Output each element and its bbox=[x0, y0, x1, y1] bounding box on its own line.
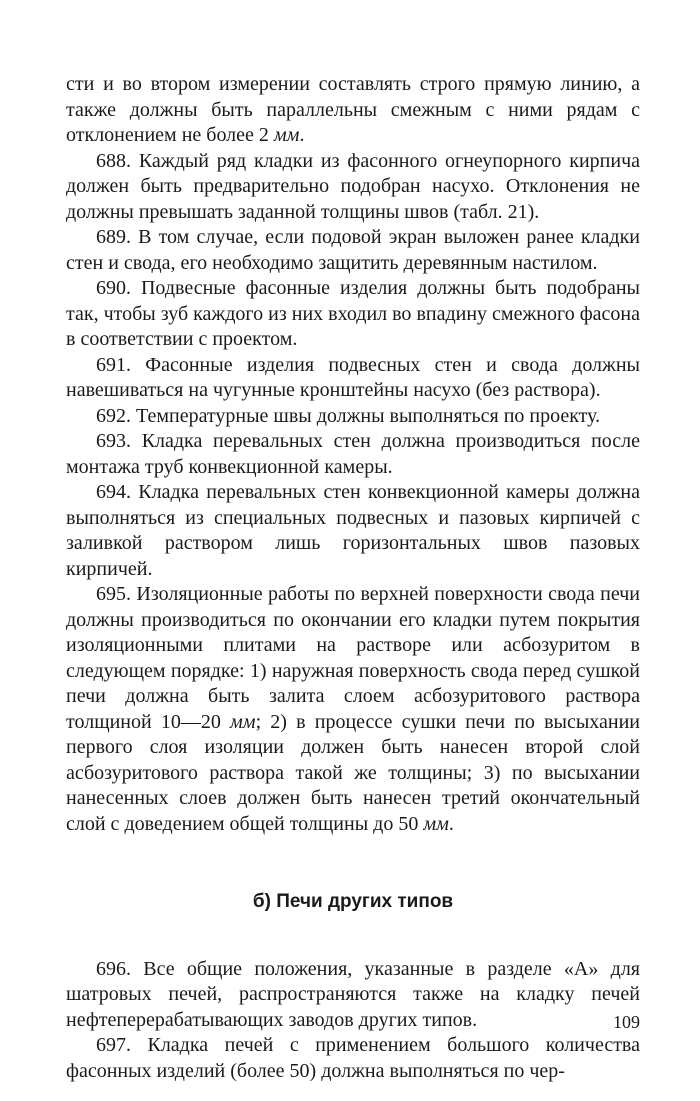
paragraph-696: 696. Все общие положения, указанные в разделе «А» для шатровых печей, распространяются также на кладку печей нефтеперерабатывающих заводов других типов. bbox=[66, 957, 640, 1031]
section-heading: б) Печи других типов bbox=[252, 891, 454, 912]
page-number: 109 bbox=[613, 1012, 640, 1032]
paragraph-693: 693. Кладка перевальных стен должна производиться после монтажа труб конвекционной камеры. bbox=[66, 430, 640, 478]
text-run: сти и во втором измерении составлять строго прямую линию, а также должны быть параллельны смежным с ними рядам с отклонением не более 2 bbox=[66, 73, 640, 146]
paragraph-695 bbox=[66, 582, 640, 837]
text-run: ; 2) в процессе сушки печи по высыхании первого слоя изоляции должен быть нанесен второй слой асбозуритового раствора такой же толщины; 3) по высыхании нанесенных слоев должен быть нанесен третий окончательный слой с доведением общей толщины до 50 bbox=[66, 710, 640, 835]
text-run: . bbox=[299, 124, 305, 146]
text-run: 695. Изоляционные работы по верхней поверхности свода печи должны производиться по окончании его кладки путем покрытия изоляционными плитами на растворе или асбозуритом в следующем порядке: 1) наружная поверхность свода перед сушкой печи должна быть залита слоем асбозуритового раствора толщиной 10—20 bbox=[66, 583, 640, 733]
unit-mm: мм bbox=[423, 812, 449, 835]
paragraph-694: 694. Кладка перевальных стен конвекционной камеры должна выполняться из специальных подвесных и пазовых кирпичей с заливкой раствором лишь горизонтальных швов пазовых кирпичей. bbox=[66, 481, 640, 580]
paragraph-689: 689. В том случае, если подовой экран выложен ранее кладки стен и свода, его необходимо защитить деревянным настилом. bbox=[66, 226, 640, 274]
paragraph-690: 690. Подвесные фасонные изделия должны быть подобраны так, чтобы зуб каждого из них входил во впадину смежного фасона в соответствии с проектом. bbox=[66, 277, 640, 350]
text-run: . bbox=[448, 812, 454, 835]
paragraph-692: 692. Температурные швы должны выполняться по проекту. bbox=[96, 404, 601, 427]
paragraph-691: 691. Фасонные изделия подвесных стен и свода должны навешиваться на чугунные кронштейны насухо (без раствора). bbox=[66, 353, 640, 401]
paragraph-continuation bbox=[66, 72, 640, 149]
unit-mm: мм bbox=[230, 710, 256, 733]
paragraph-697: 697. Кладка печей с применением большого количества фасонных изделий (более 50) должна выполняться по чер- bbox=[66, 1034, 640, 1082]
page-body bbox=[66, 72, 640, 1084]
unit-mm: мм bbox=[273, 124, 300, 146]
paragraph-688: 688. Каждый ряд кладки из фасонного огнеупорного кирпича должен быть предварительно подобран насухо. Отклонения не должны превышать заданной толщины швов (табл. 21). bbox=[66, 149, 640, 223]
